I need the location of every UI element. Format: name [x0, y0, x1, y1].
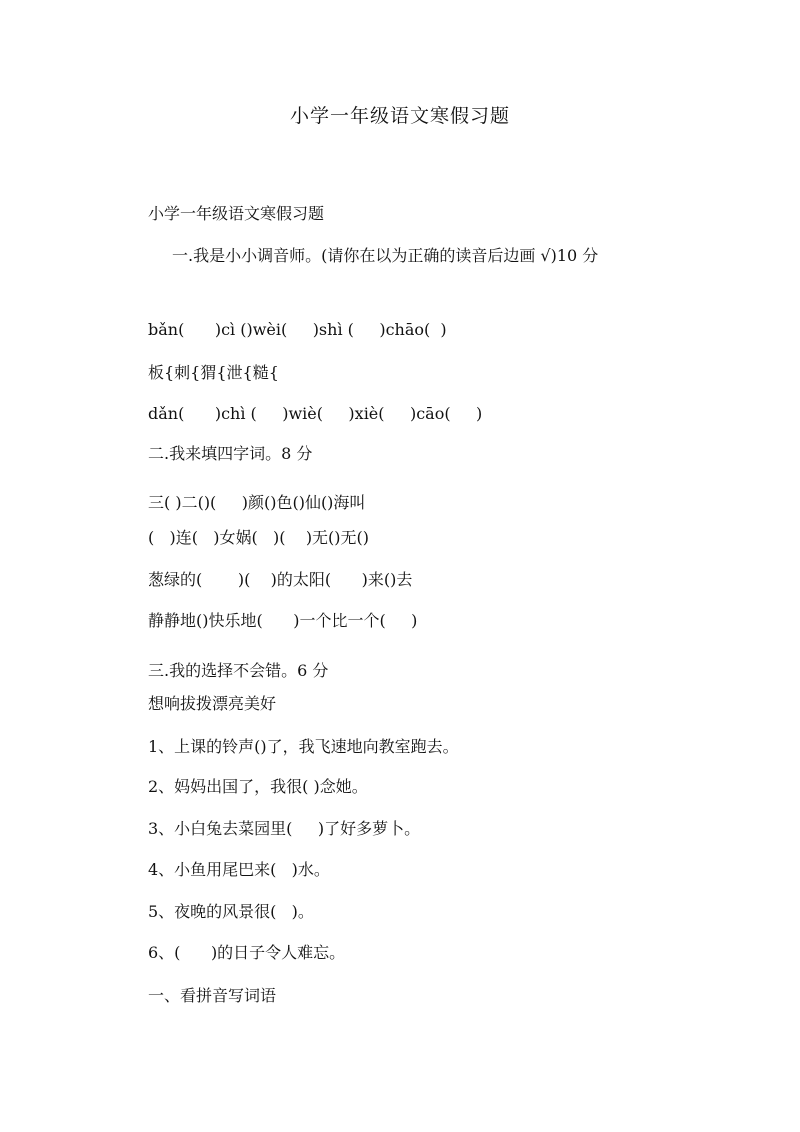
four-char-line-4: 静静地()快乐地( )一个比一个( ) — [148, 611, 418, 630]
word-options: 想响拔拨漂亮美好 — [148, 694, 277, 713]
section3-heading: 三.我的选择不会错。6 分 — [148, 661, 329, 680]
four-char-line-2: ( )连( )女娲( )( )无()无() — [148, 528, 370, 547]
section2-heading: 二.我来填四字词。8 分 — [148, 444, 313, 463]
question-item-1: 1、上课的铃声()了，我飞速地向教室跑去。 — [148, 737, 459, 756]
question-item-5: 5、夜晚的风景很( )。 — [148, 902, 314, 921]
question-item-3: 3、小白兔去菜园里( )了好多萝卜。 — [148, 819, 421, 838]
document-subtitle: 小学一年级语文寒假习题 — [148, 204, 325, 223]
section4-heading: 一、看拼音写词语 — [148, 986, 277, 1005]
characters-line: 板{刺{猬{泄{糙{ — [148, 363, 279, 382]
question-item-6: 6、( )的日子令人难忘。 — [148, 943, 346, 962]
question-item-4: 4、小鱼用尾巴来( )水。 — [148, 860, 330, 879]
pinyin-line-1: bǎn( )cì ()wèi( )shì ( )chāo( ) — [148, 320, 447, 339]
pinyin-line-2: dǎn( )chì ( )wiè( )xiè( )cāo( ) — [148, 404, 483, 423]
four-char-line-1: 三( )二()( )颜()色()仙()海叫 — [148, 493, 366, 512]
section1-heading: 一.我是小小调音师。(请你在以为正确的读音后边画 √)10 分 — [172, 246, 599, 265]
page-title: 小学一年级语文寒假习题 — [289, 105, 510, 127]
four-char-line-3: 葱绿的( )( )的太阳( )来()去 — [148, 570, 413, 589]
question-item-2: 2、妈妈出国了，我很( )念她。 — [148, 777, 368, 796]
